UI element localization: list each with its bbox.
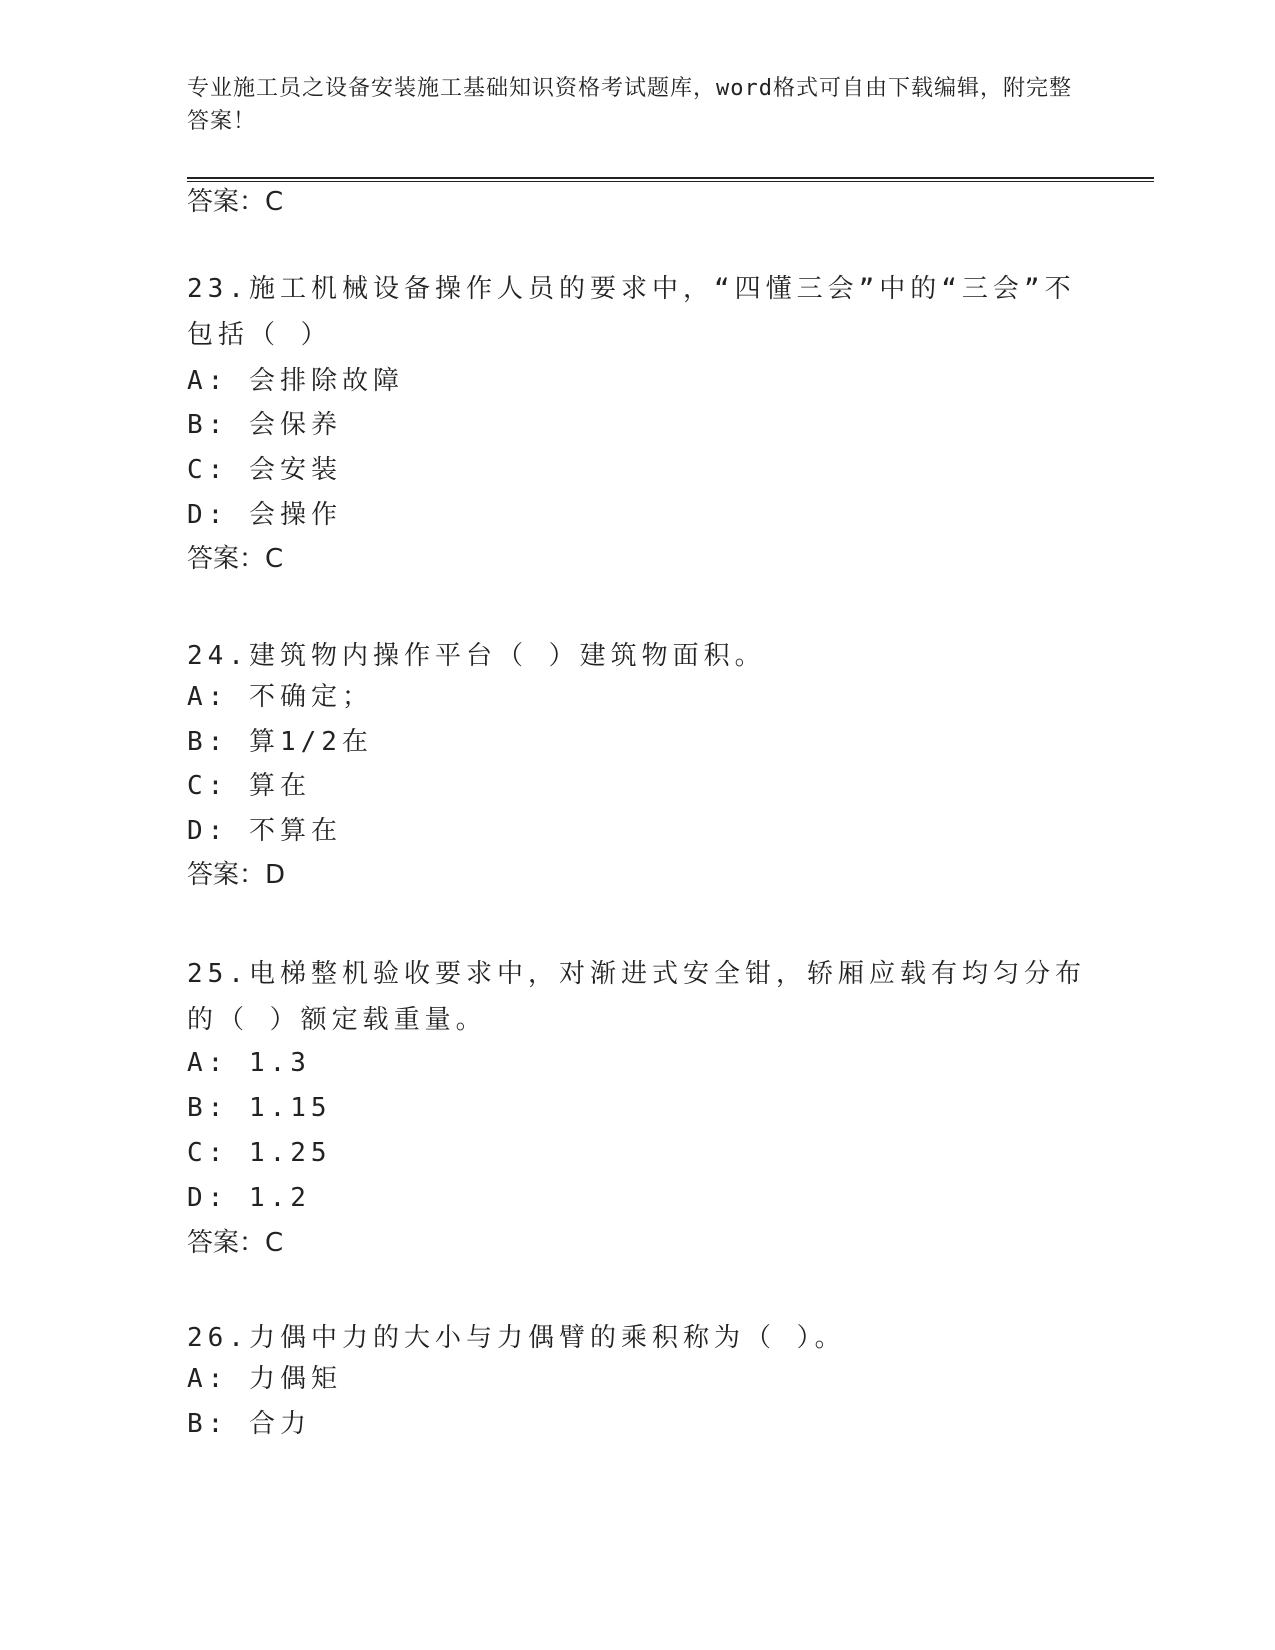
question-23: 23.施工机械设备操作人员的要求中，“四懂三会”中的“三会”不包括（ ） (187, 274, 1076, 350)
question-26-option-b: B: 合力 (187, 1409, 311, 1439)
question-25: 25.电梯整机验收要求中，对渐进式安全钳，轿厢应载有均匀分布的（ ）额定载重量。 (187, 959, 1086, 1035)
answer-24: 答案：D (187, 860, 286, 890)
header-divider (187, 177, 1154, 182)
question-25-option-a: A: 1.3 (187, 1048, 311, 1078)
question-25-option-c: C: 1.25 (187, 1138, 332, 1168)
answer-25: 答案：C (187, 1228, 284, 1258)
question-24-option-a: A: 不确定； (187, 682, 373, 712)
question-24-option-b: B: 算1/2在 (187, 727, 373, 757)
question-24-option-d: D: 不算在 (187, 816, 342, 846)
question-23-option-b: B: 会保养 (187, 410, 342, 440)
answer-22: 答案：C (187, 187, 284, 217)
question-23-option-d: D: 会操作 (187, 500, 342, 530)
page-header: 专业施工员之设备安装施工基础知识资格考试题库，word格式可自由下载编辑，附完整答案！ (187, 76, 1072, 134)
question-25-option-d: D: 1.2 (187, 1183, 311, 1213)
question-24-option-c: C: 算在 (187, 771, 311, 801)
answer-23: 答案：C (187, 544, 284, 574)
question-23-option-c: C: 会安装 (187, 455, 342, 485)
question-24: 24.建筑物内操作平台（ ）建筑物面积。 (187, 641, 766, 671)
question-26-option-a: A: 力偶矩 (187, 1364, 342, 1394)
question-26: 26.力偶中力的大小与力偶臂的乘积称为（ ）。 (187, 1323, 846, 1353)
question-25-option-b: B: 1.15 (187, 1093, 332, 1123)
question-23-option-a: A: 会排除故障 (187, 366, 404, 396)
